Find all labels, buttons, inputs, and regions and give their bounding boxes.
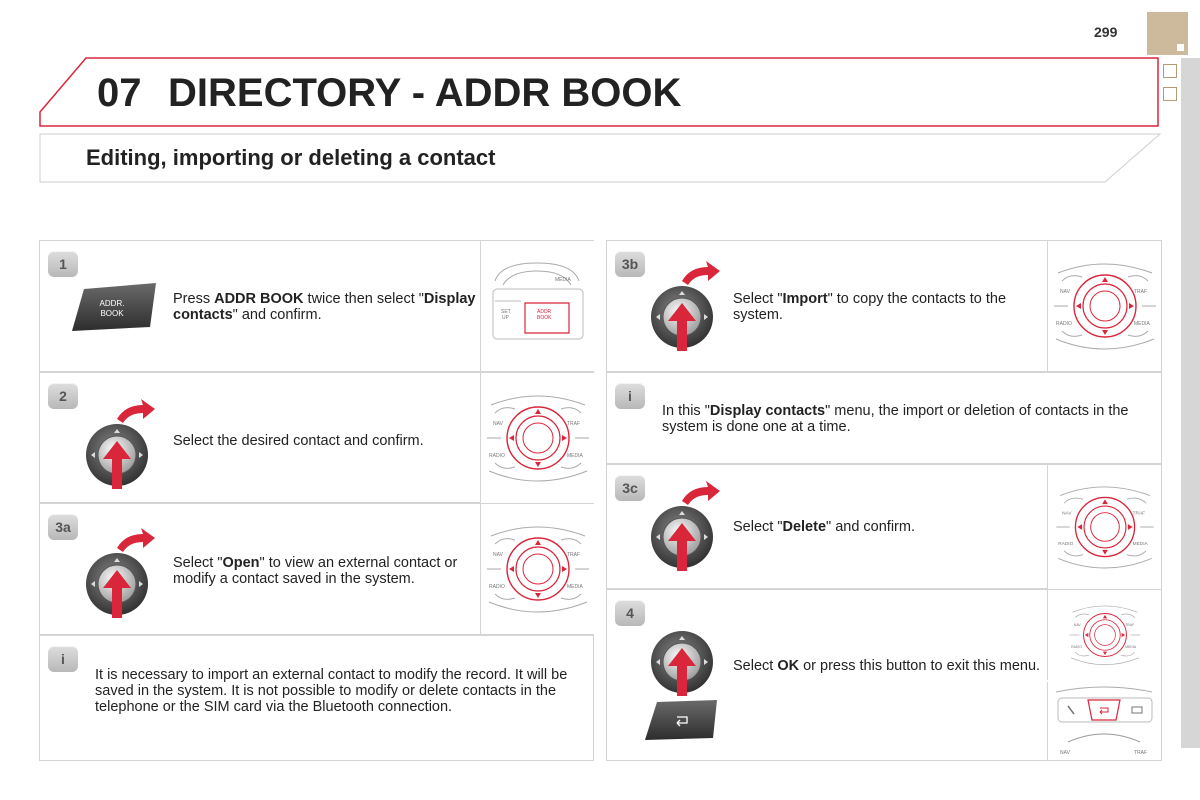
section-title: Editing, importing or deleting a contact [86, 145, 496, 170]
step-text: Press ADDR BOOK twice then select "Display contacts" and confirm. [173, 291, 476, 323]
step-badge: 4 [615, 600, 645, 626]
dial-illustration [1047, 465, 1161, 589]
svg-text:RADIO: RADIO [489, 584, 505, 590]
dial-illustration [480, 504, 594, 634]
step-1 [39, 240, 594, 372]
step-2 [39, 372, 594, 503]
svg-text:NAV: NAV [1060, 750, 1070, 756]
step-4 [606, 589, 1162, 761]
step-3b [606, 240, 1162, 372]
info-note-1 [39, 635, 594, 761]
svg-text:NAV: NAV [493, 552, 503, 558]
dial-illustration [480, 373, 594, 503]
step-badge: 3b [615, 251, 645, 277]
button-label: BOOK [100, 309, 124, 318]
svg-text:NAV: NAV [1073, 623, 1081, 627]
back-button-icon [643, 696, 723, 744]
button-label: ADDR. [99, 299, 125, 308]
svg-text:TRAF: TRAF [1134, 750, 1148, 756]
svg-text:MEDIA: MEDIA [1132, 542, 1148, 548]
step-text: Select OK or press this button to exit this menu. [733, 658, 1041, 674]
rotary-knob-icon [85, 526, 157, 631]
dial-illustration [1047, 241, 1161, 371]
svg-text:NAV: NAV [493, 421, 503, 427]
svg-text:MEDIA: MEDIA [555, 277, 571, 283]
rotary-knob-icon [85, 397, 157, 502]
svg-text:NAV: NAV [1060, 289, 1070, 295]
svg-text:RADIO: RADIO [1058, 542, 1074, 548]
svg-text:ADDR: ADDR [537, 309, 552, 315]
svg-text:UP: UP [502, 315, 509, 321]
svg-text:TRAF: TRAF [1134, 289, 1148, 295]
svg-text:RADIO: RADIO [489, 453, 505, 459]
svg-text:MEDIA: MEDIA [567, 453, 583, 459]
svg-text:BOOK: BOOK [537, 315, 552, 321]
svg-text:TRAF: TRAF [567, 421, 581, 427]
info-note-2 [606, 372, 1162, 464]
svg-text:TRAF: TRAF [1125, 623, 1135, 627]
step-badge: 2 [48, 383, 78, 409]
back-button-panel-illustration [1047, 682, 1161, 760]
rotary-knob-icon [650, 479, 722, 584]
info-text: It is necessary to import an external contact to modify the record. It will be saved in the system. It is not possible to modify or delete contacts in the telephone or the SIM card via the Bluetooth connection. [95, 667, 568, 715]
svg-text:RADIO: RADIO [1071, 645, 1083, 650]
step-badge: 1 [48, 251, 78, 277]
chapter-title: DIRECTORY - ADDR BOOK [168, 71, 682, 115]
svg-text:RADIO: RADIO [1056, 321, 1072, 327]
info-text: In this "Display contacts" menu, the import or deletion of contacts in the system is done one at a time. [662, 403, 1129, 435]
addr-book-button-icon [70, 279, 160, 335]
info-icon: i [48, 646, 78, 672]
svg-text:TRAF: TRAF [567, 552, 581, 558]
rotary-knob-icon [650, 604, 722, 709]
rotary-knob-icon [650, 259, 722, 364]
chapter-number: 07 [97, 71, 142, 115]
step-badge: 3a [48, 514, 78, 540]
control-panel-illustration [480, 241, 594, 371]
step-badge: 3c [615, 475, 645, 501]
svg-text:MEDIA: MEDIA [1125, 645, 1137, 650]
svg-text:MEDIA: MEDIA [567, 584, 583, 590]
step-text: Select "Open" to view an external contact or modify a contact saved in the system. [173, 555, 458, 587]
step-3c [606, 464, 1162, 589]
info-icon: i [615, 383, 645, 409]
step-3a [39, 503, 594, 635]
svg-text:SET: SET [501, 309, 511, 315]
dial-illustration [1047, 590, 1161, 680]
step-text: Select "Delete" and confirm. [733, 519, 915, 535]
svg-text:TRAF: TRAF [1132, 511, 1146, 517]
step-text: Select "Import" to copy the contacts to the system. [733, 291, 1007, 323]
svg-text:NAV: NAV [1062, 511, 1072, 517]
svg-text:MEDIA: MEDIA [1134, 321, 1150, 327]
page-number: 299 [1094, 24, 1118, 40]
step-text: Select the desired contact and confirm. [173, 433, 424, 449]
